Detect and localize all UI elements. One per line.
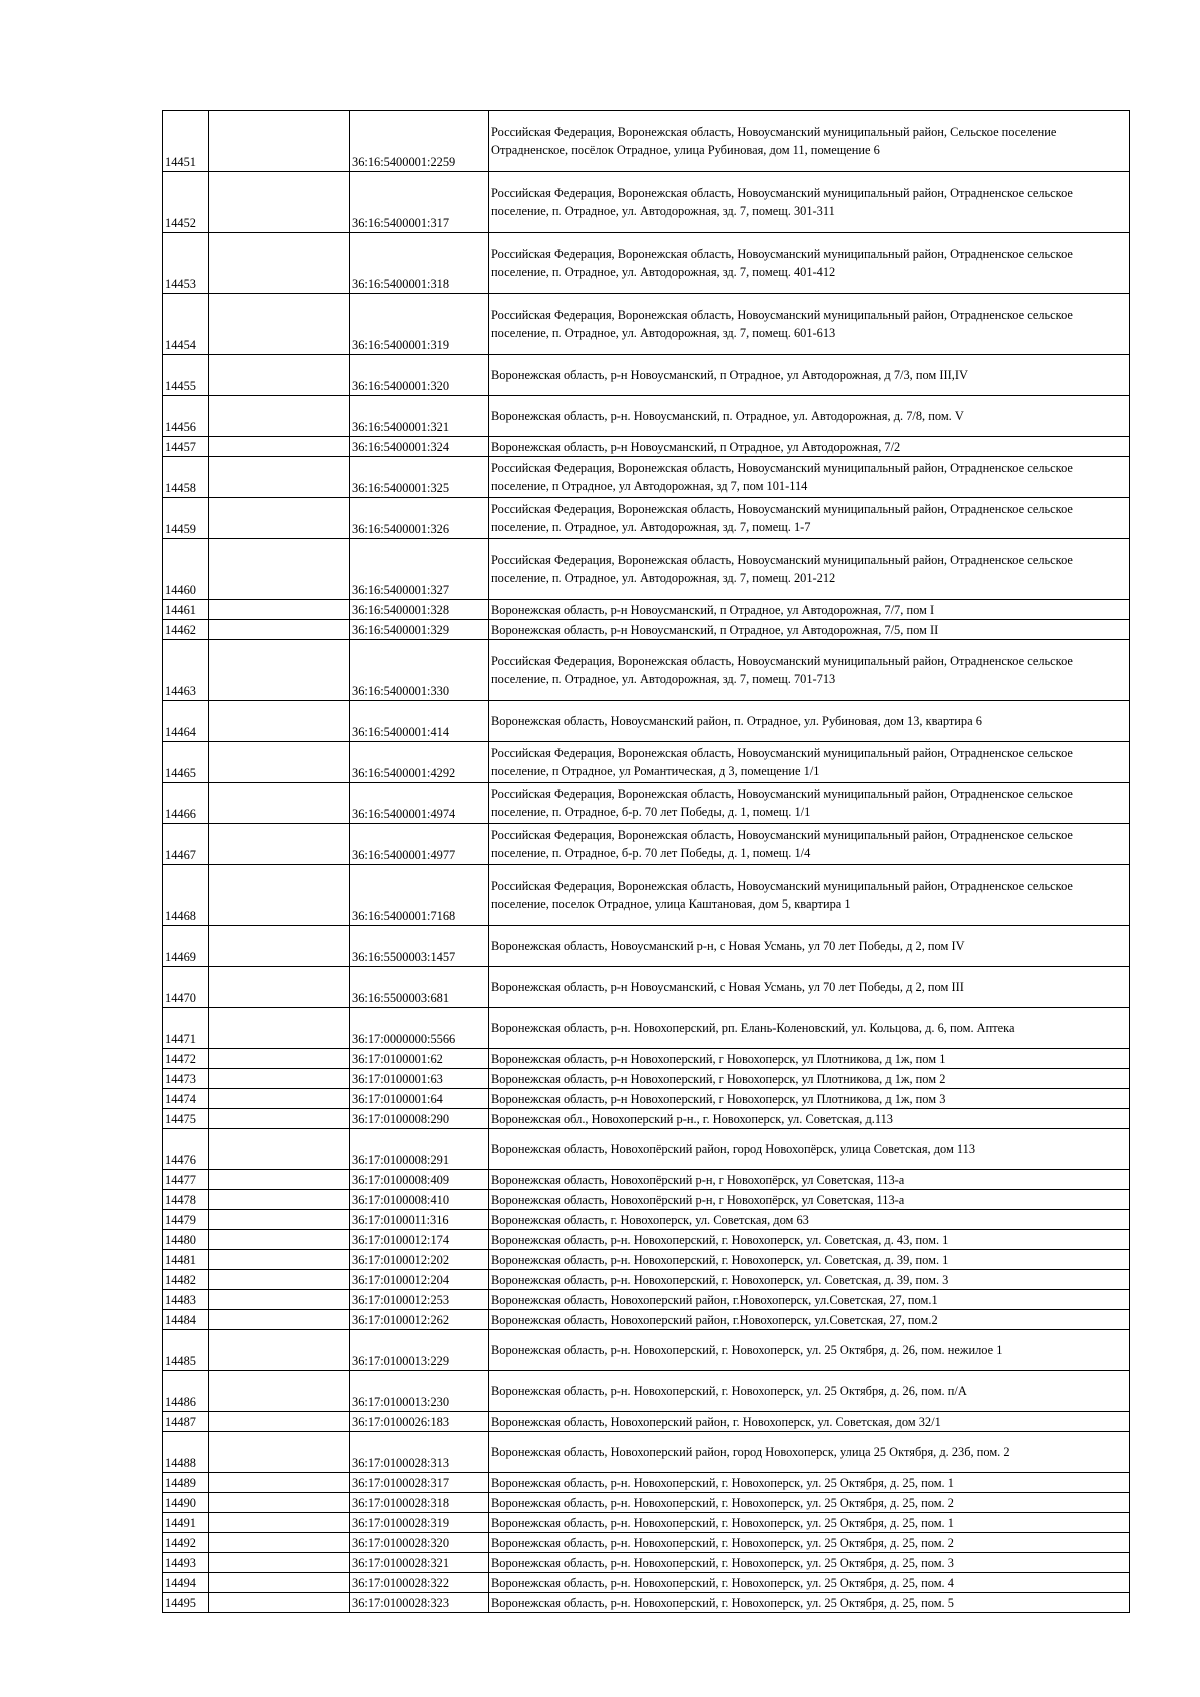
table-row bbox=[163, 1190, 1130, 1210]
address-cell: Воронежская область, Новохоперский район, г. Новохоперск, ул. Советская, дом 32/1 bbox=[489, 1412, 1130, 1432]
table-row bbox=[163, 1573, 1130, 1593]
table-row bbox=[163, 437, 1130, 457]
table-row bbox=[163, 172, 1130, 233]
empty-cell bbox=[209, 701, 350, 742]
row-number-cell: 14455 bbox=[163, 355, 209, 396]
address-cell: Воронежская область, Новоусманский район, п. Отрадное, ул. Рубиновая, дом 13, квартира 6 bbox=[489, 701, 1130, 742]
empty-cell bbox=[209, 172, 350, 233]
table-row bbox=[163, 396, 1130, 437]
row-number-cell: 14475 bbox=[163, 1109, 209, 1129]
row-number-cell: 14473 bbox=[163, 1069, 209, 1089]
table-row bbox=[163, 1330, 1130, 1371]
address-cell: Воронежская область, г. Новохоперск, ул. Советская, дом 63 bbox=[489, 1210, 1130, 1230]
row-number-cell: 14481 bbox=[163, 1250, 209, 1270]
cadastral-number-cell: 36:17:0100012:204 bbox=[350, 1270, 489, 1290]
row-number-cell: 14493 bbox=[163, 1553, 209, 1573]
address-cell: Воронежская область, р-н. Новохоперский, г. Новохоперск, ул. 25 Октября, д. 26, пом. п/А bbox=[489, 1371, 1130, 1412]
table-row bbox=[163, 926, 1130, 967]
row-number-cell: 14466 bbox=[163, 783, 209, 824]
address-cell: Воронежская область, р-н. Новохоперский, г. Новохоперск, ул. Советская, д. 39, пом. 1 bbox=[489, 1250, 1130, 1270]
table-row bbox=[163, 1513, 1130, 1533]
address-cell: Российская Федерация, Воронежская область, Новоусманский муниципальный район, Отрадненское сельское поселение, п. Отрадное, б-р. 70 лет Победы, д. 1, помещ. 1/1 bbox=[489, 783, 1130, 824]
cadastral-number-cell: 36:16:5400001:414 bbox=[350, 701, 489, 742]
cadastral-number-cell: 36:16:5400001:326 bbox=[350, 498, 489, 539]
address-cell: Воронежская область, Новоусманский р-н, с Новая Усмань, ул 70 лет Победы, д 2, пом IV bbox=[489, 926, 1130, 967]
registry-table-body bbox=[163, 111, 1130, 1613]
row-number-cell: 14483 bbox=[163, 1290, 209, 1310]
address-cell: Российская Федерация, Воронежская область, Новоусманский муниципальный район, Отрадненское сельское поселение, п. Отрадное, ул. Автодорожная, зд. 7, помещ. 401-412 bbox=[489, 233, 1130, 294]
table-row bbox=[163, 1089, 1130, 1109]
cadastral-number-cell: 36:17:0100012:202 bbox=[350, 1250, 489, 1270]
address-cell: Воронежская область, Новохоперский район, г.Новохоперск, ул.Советская, 27, пом.1 bbox=[489, 1290, 1130, 1310]
empty-cell bbox=[209, 620, 350, 640]
cadastral-number-cell: 36:17:0100028:321 bbox=[350, 1553, 489, 1573]
cadastral-number-cell: 36:16:5400001:320 bbox=[350, 355, 489, 396]
cadastral-number-cell: 36:16:5400001:317 bbox=[350, 172, 489, 233]
row-number-cell: 14468 bbox=[163, 865, 209, 926]
row-number-cell: 14479 bbox=[163, 1210, 209, 1230]
address-cell: Воронежская область, р-н. Новохоперский, г. Новохоперск, ул. Советская, д. 43, пом. 1 bbox=[489, 1230, 1130, 1250]
empty-cell bbox=[209, 1533, 350, 1553]
address-cell: Воронежская область, р-н Новохоперский, г Новохоперск, ул Плотникова, д 1ж, пом 3 bbox=[489, 1089, 1130, 1109]
address-cell: Воронежская область, Новохопёрский р-н, г Новохопёрск, ул Советская, 113-а bbox=[489, 1190, 1130, 1210]
table-row bbox=[163, 1533, 1130, 1553]
table-row bbox=[163, 620, 1130, 640]
cadastral-number-cell: 36:17:0100013:230 bbox=[350, 1371, 489, 1412]
address-cell: Российская Федерация, Воронежская область, Новоусманский муниципальный район, Отрадненское сельское поселение, п. Отрадное, ул. Автодорожная, зд. 7, помещ. 601-613 bbox=[489, 294, 1130, 355]
cadastral-number-cell: 36:17:0100028:319 bbox=[350, 1513, 489, 1533]
empty-cell bbox=[209, 1008, 350, 1049]
empty-cell bbox=[209, 1330, 350, 1371]
empty-cell bbox=[209, 1473, 350, 1493]
table-row bbox=[163, 1069, 1130, 1089]
row-number-cell: 14465 bbox=[163, 742, 209, 783]
address-cell: Российская Федерация, Воронежская область, Новоусманский муниципальный район, Отрадненское сельское поселение, п Отрадное, ул Романтическая, д 3, помещение 1/1 bbox=[489, 742, 1130, 783]
row-number-cell: 14488 bbox=[163, 1432, 209, 1473]
cadastral-number-cell: 36:17:0100001:64 bbox=[350, 1089, 489, 1109]
row-number-cell: 14490 bbox=[163, 1493, 209, 1513]
empty-cell bbox=[209, 294, 350, 355]
address-cell: Воронежская обл., Новохоперский р-н., г. Новохоперск, ул. Советская, д.113 bbox=[489, 1109, 1130, 1129]
table-row bbox=[163, 865, 1130, 926]
row-number-cell: 14474 bbox=[163, 1089, 209, 1109]
empty-cell bbox=[209, 437, 350, 457]
cadastral-number-cell: 36:17:0100028:322 bbox=[350, 1573, 489, 1593]
cadastral-number-cell: 36:17:0100008:291 bbox=[350, 1129, 489, 1170]
empty-cell bbox=[209, 1109, 350, 1129]
empty-cell bbox=[209, 1270, 350, 1290]
row-number-cell: 14452 bbox=[163, 172, 209, 233]
cadastral-number-cell: 36:16:5400001:321 bbox=[350, 396, 489, 437]
cadastral-number-cell: 36:17:0100011:316 bbox=[350, 1210, 489, 1230]
table-row bbox=[163, 1310, 1130, 1330]
address-cell: Российская Федерация, Воронежская область, Новоусманский муниципальный район, Отрадненское сельское поселение, поселок Отрадное, улица Каштановая, дом 5, квартира 1 bbox=[489, 865, 1130, 926]
row-number-cell: 14471 bbox=[163, 1008, 209, 1049]
table-row bbox=[163, 1553, 1130, 1573]
empty-cell bbox=[209, 1190, 350, 1210]
address-cell: Российская Федерация, Воронежская область, Новоусманский муниципальный район, Отрадненское сельское поселение, п. Отрадное, ул. Автодорожная, зд. 7, помещ. 701-713 bbox=[489, 640, 1130, 701]
address-cell: Воронежская область, р-н. Новохоперский, г. Новохоперск, ул. 25 Октября, д. 25, пом. 4 bbox=[489, 1573, 1130, 1593]
cadastral-number-cell: 36:16:5400001:4974 bbox=[350, 783, 489, 824]
table-row bbox=[163, 1230, 1130, 1250]
cadastral-number-cell: 36:17:0100013:229 bbox=[350, 1330, 489, 1371]
address-cell: Российская Федерация, Воронежская область, Новоусманский муниципальный район, Сельское поселение Отрадненское, посёлок Отрадное, улица Рубиновая, дом 11, помещение 6 bbox=[489, 111, 1130, 172]
empty-cell bbox=[209, 742, 350, 783]
address-cell: Воронежская область, Новохоперский район, г.Новохоперск, ул.Советская, 27, пом.2 bbox=[489, 1310, 1130, 1330]
empty-cell bbox=[209, 1170, 350, 1190]
row-number-cell: 14459 bbox=[163, 498, 209, 539]
row-number-cell: 14482 bbox=[163, 1270, 209, 1290]
table-row bbox=[163, 1593, 1130, 1613]
empty-cell bbox=[209, 1089, 350, 1109]
table-row bbox=[163, 1129, 1130, 1170]
row-number-cell: 14480 bbox=[163, 1230, 209, 1250]
row-number-cell: 14451 bbox=[163, 111, 209, 172]
row-number-cell: 14489 bbox=[163, 1473, 209, 1493]
row-number-cell: 14472 bbox=[163, 1049, 209, 1069]
empty-cell bbox=[209, 1573, 350, 1593]
table-row bbox=[163, 111, 1130, 172]
row-number-cell: 14478 bbox=[163, 1190, 209, 1210]
cadastral-number-cell: 36:16:5400001:319 bbox=[350, 294, 489, 355]
row-number-cell: 14458 bbox=[163, 457, 209, 498]
empty-cell bbox=[209, 1290, 350, 1310]
row-number-cell: 14460 bbox=[163, 539, 209, 600]
empty-cell bbox=[209, 1593, 350, 1613]
cadastral-number-cell: 36:16:5400001:7168 bbox=[350, 865, 489, 926]
cadastral-number-cell: 36:16:5400001:324 bbox=[350, 437, 489, 457]
empty-cell bbox=[209, 1371, 350, 1412]
address-cell: Воронежская область, р-н. Новохоперский, рп. Елань-Коленовский, ул. Кольцова, д. 6, пом. Аптека bbox=[489, 1008, 1130, 1049]
empty-cell bbox=[209, 457, 350, 498]
empty-cell bbox=[209, 1432, 350, 1473]
cadastral-number-cell: 36:17:0000000:5566 bbox=[350, 1008, 489, 1049]
address-cell: Воронежская область, р-н Новохоперский, г Новохоперск, ул Плотникова, д 1ж, пом 1 bbox=[489, 1049, 1130, 1069]
address-cell: Российская Федерация, Воронежская область, Новоусманский муниципальный район, Отрадненское сельское поселение, п. Отрадное, ул. Автодорожная, зд. 7, помещ. 1-7 bbox=[489, 498, 1130, 539]
empty-cell bbox=[209, 1210, 350, 1230]
table-row bbox=[163, 783, 1130, 824]
address-cell: Воронежская область, р-н Новоусманский, с Новая Усмань, ул 70 лет Победы, д 2, пом III bbox=[489, 967, 1130, 1008]
row-number-cell: 14484 bbox=[163, 1310, 209, 1330]
row-number-cell: 14486 bbox=[163, 1371, 209, 1412]
cadastral-number-cell: 36:16:5400001:4292 bbox=[350, 742, 489, 783]
empty-cell bbox=[209, 355, 350, 396]
row-number-cell: 14470 bbox=[163, 967, 209, 1008]
address-cell: Воронежская область, р-н. Новохоперский, г. Новохоперск, ул. 25 Октября, д. 25, пом. 2 bbox=[489, 1493, 1130, 1513]
table-row bbox=[163, 824, 1130, 865]
cadastral-number-cell: 36:16:5400001:330 bbox=[350, 640, 489, 701]
address-cell: Воронежская область, р-н. Новохоперский, г. Новохоперск, ул. 25 Октября, д. 25, пом. 1 bbox=[489, 1513, 1130, 1533]
cadastral-number-cell: 36:17:0100008:410 bbox=[350, 1190, 489, 1210]
empty-cell bbox=[209, 967, 350, 1008]
table-row bbox=[163, 967, 1130, 1008]
table-row bbox=[163, 1270, 1130, 1290]
cadastral-number-cell: 36:17:0100028:318 bbox=[350, 1493, 489, 1513]
table-row bbox=[163, 294, 1130, 355]
cadastral-number-cell: 36:16:5400001:318 bbox=[350, 233, 489, 294]
table-row bbox=[163, 233, 1130, 294]
table-row bbox=[163, 539, 1130, 600]
empty-cell bbox=[209, 640, 350, 701]
cadastral-number-cell: 36:17:0100012:253 bbox=[350, 1290, 489, 1310]
address-cell: Российская Федерация, Воронежская область, Новоусманский муниципальный район, Отрадненское сельское поселение, п. Отрадное, ул. Автодорожная, зд. 7, помещ. 201-212 bbox=[489, 539, 1130, 600]
table-row bbox=[163, 640, 1130, 701]
table-row bbox=[163, 1049, 1130, 1069]
address-cell: Воронежская область, Новохоперский район, город Новохоперск, улица 25 Октября, д. 23б, пом. 2 bbox=[489, 1432, 1130, 1473]
cadastral-number-cell: 36:17:0100001:63 bbox=[350, 1069, 489, 1089]
cadastral-number-cell: 36:17:0100008:290 bbox=[350, 1109, 489, 1129]
row-number-cell: 14463 bbox=[163, 640, 209, 701]
empty-cell bbox=[209, 111, 350, 172]
address-cell: Воронежская область, р-н Новоусманский, п Отрадное, ул Автодорожная, д 7/3, пом III,IV bbox=[489, 355, 1130, 396]
address-cell: Воронежская область, р-н. Новохоперский, г. Новохоперск, ул. 25 Октября, д. 25, пом. 1 bbox=[489, 1473, 1130, 1493]
cadastral-number-cell: 36:16:5400001:2259 bbox=[350, 111, 489, 172]
cadastral-number-cell: 36:16:5400001:328 bbox=[350, 600, 489, 620]
empty-cell bbox=[209, 1412, 350, 1432]
table-row bbox=[163, 1473, 1130, 1493]
empty-cell bbox=[209, 1049, 350, 1069]
table-row bbox=[163, 457, 1130, 498]
empty-cell bbox=[209, 865, 350, 926]
table-row bbox=[163, 498, 1130, 539]
registry-table bbox=[162, 110, 1130, 1613]
row-number-cell: 14467 bbox=[163, 824, 209, 865]
address-cell: Воронежская область, Новохопёрский район, город Новохопёрск, улица Советская, дом 113 bbox=[489, 1129, 1130, 1170]
address-cell: Российская Федерация, Воронежская область, Новоусманский муниципальный район, Отрадненское сельское поселение, п. Отрадное, б-р. 70 лет Победы, д. 1, помещ. 1/4 bbox=[489, 824, 1130, 865]
table-row bbox=[163, 742, 1130, 783]
table-row bbox=[163, 600, 1130, 620]
cadastral-number-cell: 36:16:5400001:325 bbox=[350, 457, 489, 498]
row-number-cell: 14495 bbox=[163, 1593, 209, 1613]
row-number-cell: 14487 bbox=[163, 1412, 209, 1432]
address-cell: Воронежская область, р-н. Новохоперский, г. Новохоперск, ул. 25 Октября, д. 26, пом. нежилое 1 bbox=[489, 1330, 1130, 1371]
cadastral-number-cell: 36:17:0100026:183 bbox=[350, 1412, 489, 1432]
address-cell: Российская Федерация, Воронежская область, Новоусманский муниципальный район, Отрадненское сельское поселение, п Отрадное, ул Автодорожная, зд 7, пом 101-114 bbox=[489, 457, 1130, 498]
cadastral-number-cell: 36:16:5500003:681 bbox=[350, 967, 489, 1008]
table-row bbox=[163, 1290, 1130, 1310]
row-number-cell: 14454 bbox=[163, 294, 209, 355]
table-row bbox=[163, 1412, 1130, 1432]
empty-cell bbox=[209, 1310, 350, 1330]
address-cell: Воронежская область, Новохопёрский р-н, г Новохопёрск, ул Советская, 113-а bbox=[489, 1170, 1130, 1190]
address-cell: Воронежская область, р-н. Новохоперский, г. Новохоперск, ул. 25 Октября, д. 25, пом. 3 bbox=[489, 1553, 1130, 1573]
table-row bbox=[163, 1493, 1130, 1513]
empty-cell bbox=[209, 1129, 350, 1170]
empty-cell bbox=[209, 1493, 350, 1513]
empty-cell bbox=[209, 1553, 350, 1573]
cadastral-number-cell: 36:16:5400001:329 bbox=[350, 620, 489, 640]
table-row bbox=[163, 355, 1130, 396]
cadastral-number-cell: 36:17:0100012:174 bbox=[350, 1230, 489, 1250]
address-cell: Воронежская область, р-н. Новоусманский, п. Отрадное, ул. Автодорожная, д. 7/8, пом. V bbox=[489, 396, 1130, 437]
address-cell: Воронежская область, р-н. Новохоперский, г. Новохоперск, ул. Советская, д. 39, пом. 3 bbox=[489, 1270, 1130, 1290]
address-cell: Воронежская область, р-н Новоусманский, п Отрадное, ул Автодорожная, 7/7, пом I bbox=[489, 600, 1130, 620]
row-number-cell: 14477 bbox=[163, 1170, 209, 1190]
address-cell: Воронежская область, р-н Новоусманский, п Отрадное, ул Автодорожная, 7/5, пом II bbox=[489, 620, 1130, 640]
table-row bbox=[163, 1170, 1130, 1190]
table-row bbox=[163, 1210, 1130, 1230]
address-cell: Воронежская область, р-н Новохоперский, г Новохоперск, ул Плотникова, д 1ж, пом 2 bbox=[489, 1069, 1130, 1089]
cadastral-number-cell: 36:17:0100012:262 bbox=[350, 1310, 489, 1330]
cadastral-number-cell: 36:17:0100028:320 bbox=[350, 1533, 489, 1553]
cadastral-number-cell: 36:17:0100028:323 bbox=[350, 1593, 489, 1613]
address-cell: Воронежская область, р-н. Новохоперский, г. Новохоперск, ул. 25 Октября, д. 25, пом. 5 bbox=[489, 1593, 1130, 1613]
cadastral-number-cell: 36:17:0100028:317 bbox=[350, 1473, 489, 1493]
cadastral-number-cell: 36:17:0100028:313 bbox=[350, 1432, 489, 1473]
table-row bbox=[163, 1432, 1130, 1473]
empty-cell bbox=[209, 396, 350, 437]
cadastral-number-cell: 36:17:0100001:62 bbox=[350, 1049, 489, 1069]
table-row bbox=[163, 1250, 1130, 1270]
address-cell: Воронежская область, р-н. Новохоперский, г. Новохоперск, ул. 25 Октября, д. 25, пом. 2 bbox=[489, 1533, 1130, 1553]
row-number-cell: 14485 bbox=[163, 1330, 209, 1371]
row-number-cell: 14456 bbox=[163, 396, 209, 437]
empty-cell bbox=[209, 783, 350, 824]
address-cell: Российская Федерация, Воронежская область, Новоусманский муниципальный район, Отрадненское сельское поселение, п. Отрадное, ул. Автодорожная, зд. 7, помещ. 301-311 bbox=[489, 172, 1130, 233]
row-number-cell: 14492 bbox=[163, 1533, 209, 1553]
empty-cell bbox=[209, 824, 350, 865]
cadastral-number-cell: 36:17:0100008:409 bbox=[350, 1170, 489, 1190]
empty-cell bbox=[209, 498, 350, 539]
table-row bbox=[163, 1008, 1130, 1049]
empty-cell bbox=[209, 233, 350, 294]
row-number-cell: 14462 bbox=[163, 620, 209, 640]
row-number-cell: 14494 bbox=[163, 1573, 209, 1593]
row-number-cell: 14453 bbox=[163, 233, 209, 294]
row-number-cell: 14491 bbox=[163, 1513, 209, 1533]
row-number-cell: 14469 bbox=[163, 926, 209, 967]
empty-cell bbox=[209, 926, 350, 967]
cadastral-number-cell: 36:16:5500003:1457 bbox=[350, 926, 489, 967]
table-row bbox=[163, 1371, 1130, 1412]
empty-cell bbox=[209, 1230, 350, 1250]
row-number-cell: 14461 bbox=[163, 600, 209, 620]
cadastral-number-cell: 36:16:5400001:327 bbox=[350, 539, 489, 600]
empty-cell bbox=[209, 600, 350, 620]
table-row bbox=[163, 701, 1130, 742]
empty-cell bbox=[209, 1069, 350, 1089]
address-cell: Воронежская область, р-н Новоусманский, п Отрадное, ул Автодорожная, 7/2 bbox=[489, 437, 1130, 457]
row-number-cell: 14476 bbox=[163, 1129, 209, 1170]
cadastral-number-cell: 36:16:5400001:4977 bbox=[350, 824, 489, 865]
row-number-cell: 14457 bbox=[163, 437, 209, 457]
table-row bbox=[163, 1109, 1130, 1129]
empty-cell bbox=[209, 539, 350, 600]
row-number-cell: 14464 bbox=[163, 701, 209, 742]
empty-cell bbox=[209, 1513, 350, 1533]
empty-cell bbox=[209, 1250, 350, 1270]
